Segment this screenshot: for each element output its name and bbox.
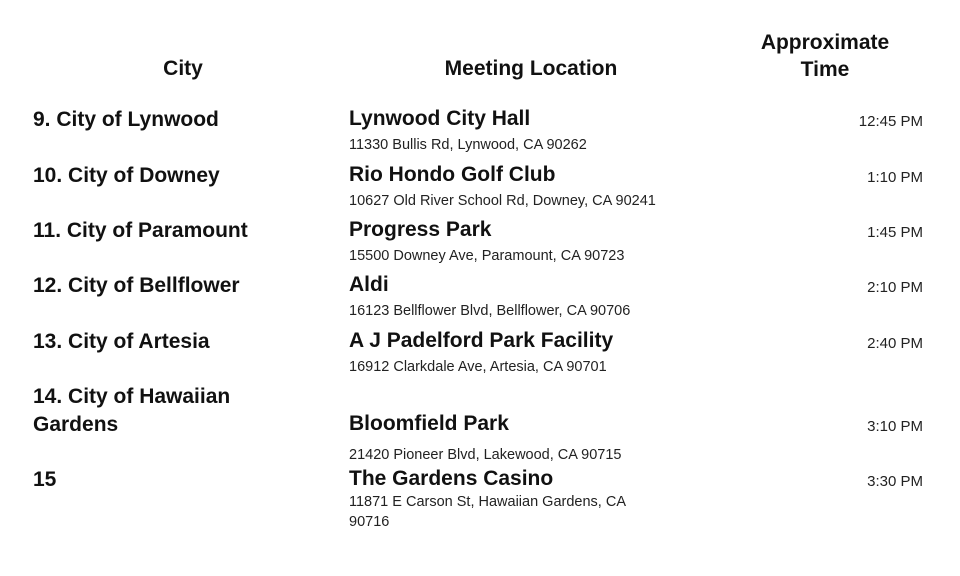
row-location-name: A J Padelford Park Facility	[349, 329, 614, 352]
row-location-address	[349, 492, 689, 532]
header-city: City	[163, 57, 203, 80]
header-approximate-time	[740, 29, 910, 83]
row-location-name: Rio Hondo Golf Club	[349, 163, 556, 186]
row-time: 2:10 PM	[867, 279, 923, 296]
row-city: 9. City of Lynwood	[33, 108, 219, 131]
row-location-name: Bloomfield Park	[349, 412, 509, 435]
row-address-line2: 90716	[349, 514, 390, 530]
row-city: 10. City of Downey	[33, 164, 220, 187]
row-time: 2:40 PM	[867, 335, 923, 352]
header-meeting-location: Meeting Location	[444, 57, 618, 80]
row-location-address: 21420 Pioneer Blvd, Lakewood, CA 90715	[349, 447, 622, 463]
row-location-address: 15500 Downey Ave, Paramount, CA 90723	[349, 248, 625, 264]
header-time-line2: Time	[800, 58, 850, 81]
row-city: 12. City of Bellflower	[33, 274, 240, 297]
row-time: 1:10 PM	[867, 169, 923, 186]
row-location-name: The Gardens Casino	[349, 467, 554, 490]
row-time: 3:10 PM	[867, 418, 923, 435]
row-time: 1:45 PM	[867, 224, 923, 241]
row-location-name: Lynwood City Hall	[349, 107, 531, 130]
row-city: 11. City of Paramount	[33, 219, 248, 242]
row-location-name: Aldi	[349, 273, 389, 296]
row-city: 13. City of Artesia	[33, 330, 210, 353]
row-city-line1: 14. City of Hawaiian	[33, 385, 231, 408]
row-city-line2: Gardens	[33, 413, 119, 436]
row-time: 3:30 PM	[867, 473, 923, 490]
row-city	[33, 383, 323, 439]
row-address-line1: 11871 E Carson St, Hawaiian Gardens, CA	[349, 494, 626, 510]
row-location-address: 16912 Clarkdale Ave, Artesia, CA 90701	[349, 359, 607, 375]
row-time: 12:45 PM	[858, 113, 923, 130]
row-location-address: 10627 Old River School Rd, Downey, CA 90241	[349, 193, 656, 209]
row-location-address: 11330 Bullis Rd, Lynwood, CA 90262	[349, 137, 587, 153]
row-location-address: 16123 Bellflower Blvd, Bellflower, CA 90706	[349, 303, 631, 319]
header-time-line1: Approximate	[760, 31, 890, 54]
row-city: 15	[33, 468, 57, 491]
row-location-name: Progress Park	[349, 218, 492, 241]
